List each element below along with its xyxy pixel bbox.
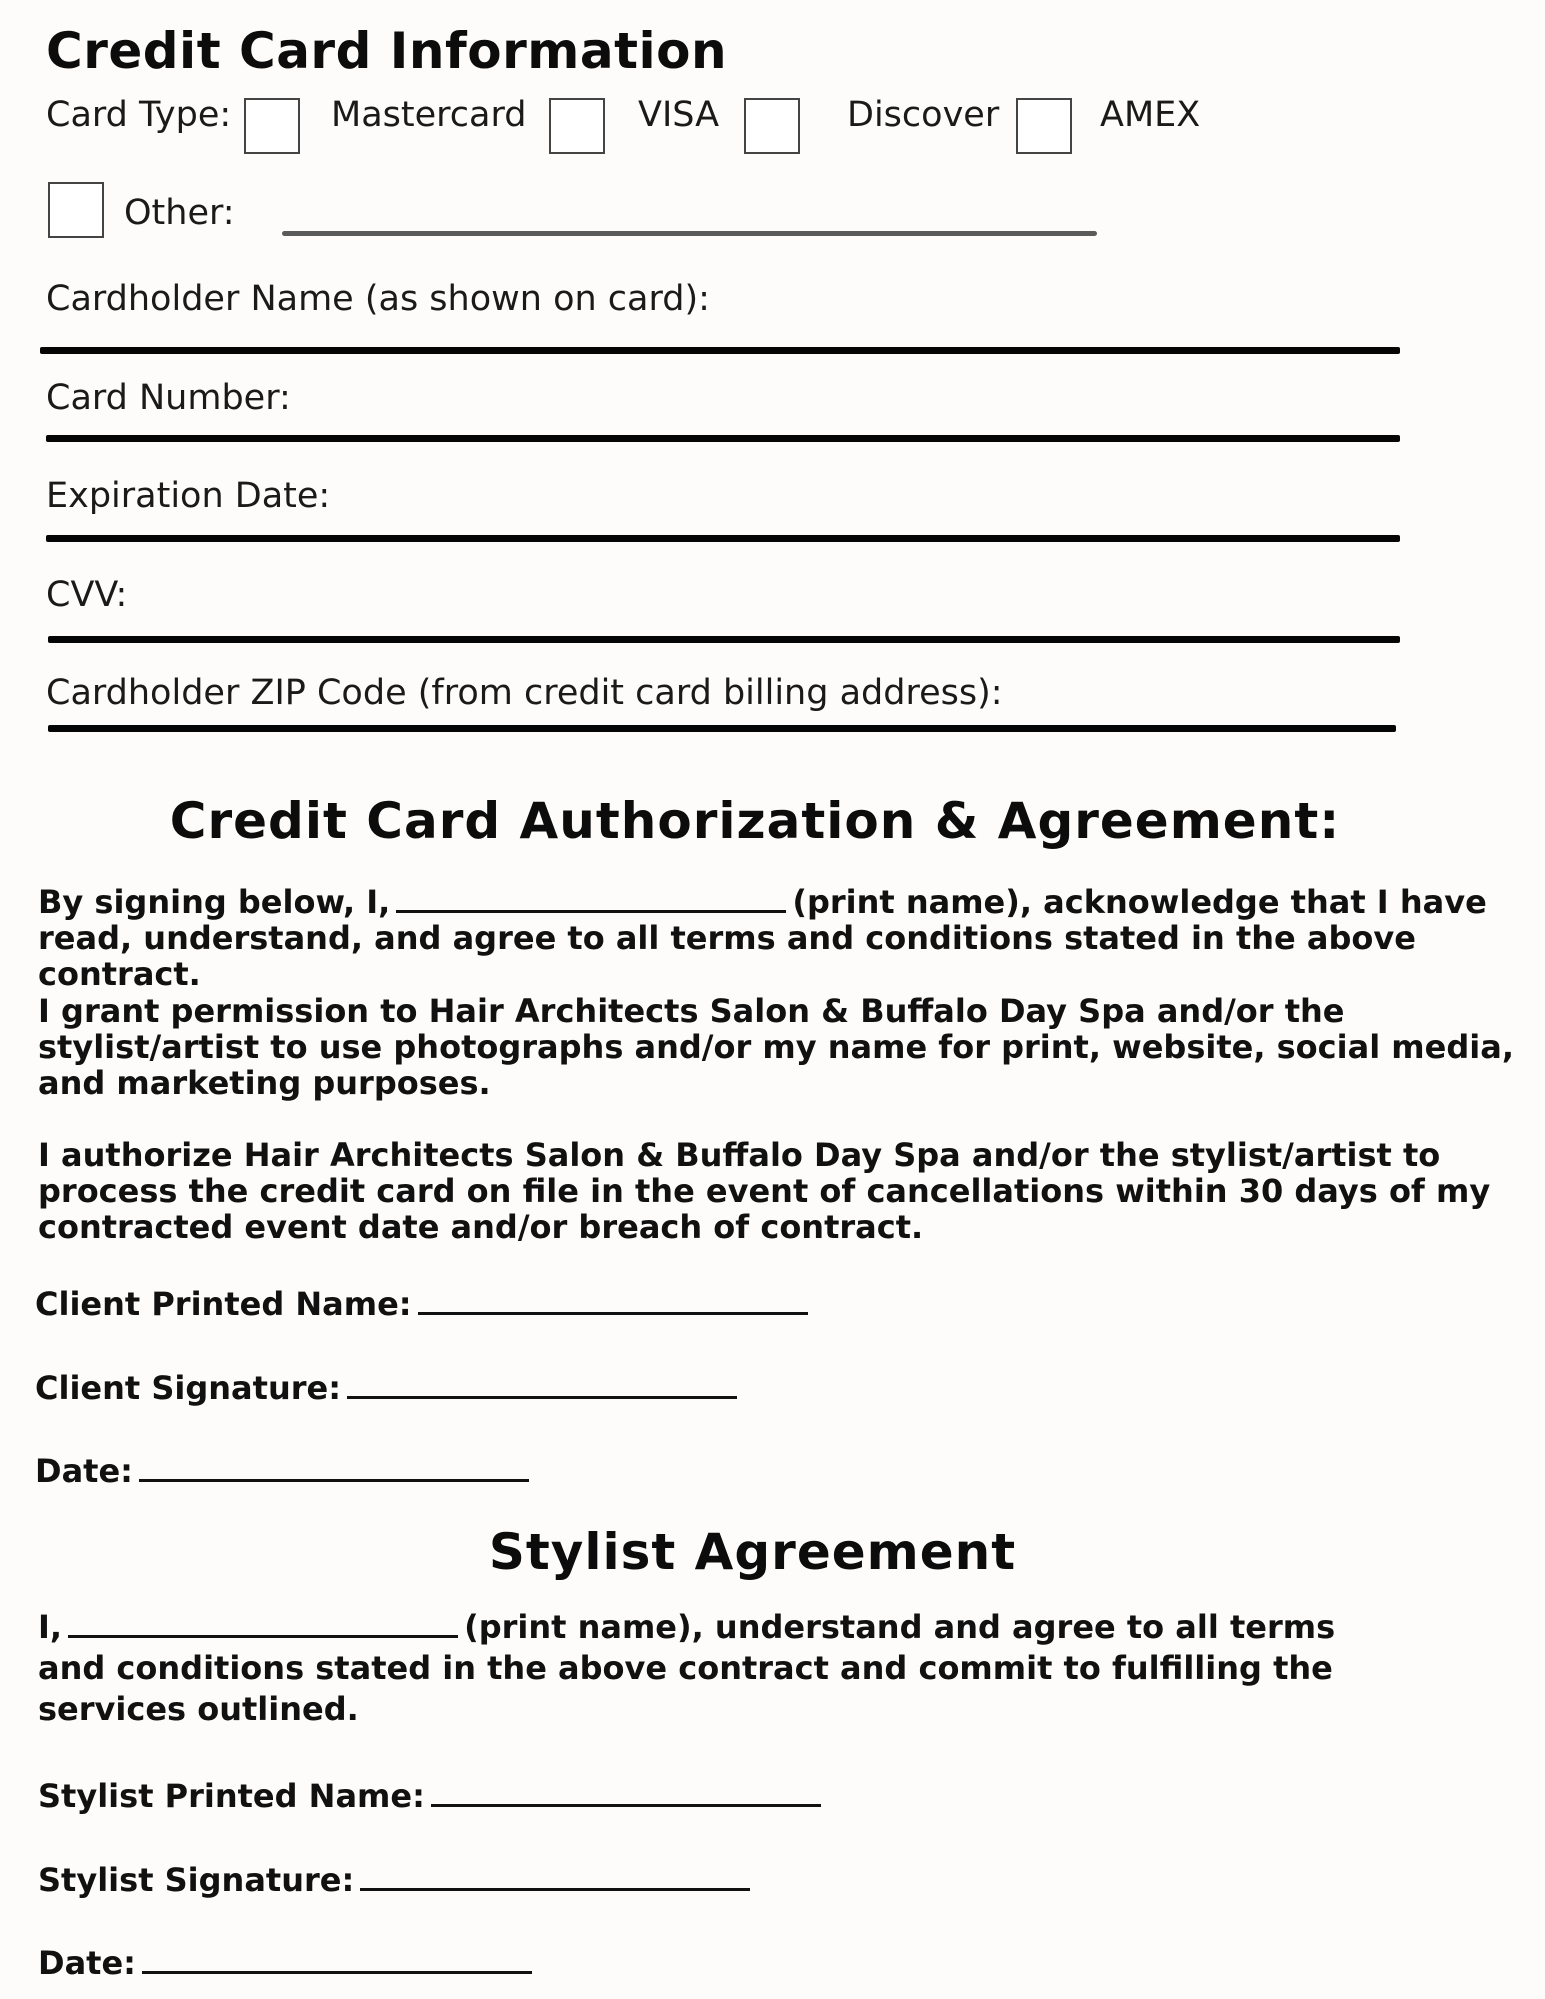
authorization-p1-after: (print name), acknowledge that I have read, understand, and agree to all terms and conditions stated in the above contract.: [38, 883, 1487, 993]
authorization-p1-before: By signing below, I,: [38, 883, 391, 921]
client-date-row: [35, 1451, 529, 1490]
stylist-print-name-blank[interactable]: [68, 1611, 458, 1638]
cvv-label: CVV:: [46, 575, 128, 615]
client-signature-blank[interactable]: [347, 1368, 737, 1399]
zip-code-line[interactable]: [48, 725, 1396, 732]
amex-checkbox[interactable]: [1016, 98, 1072, 154]
stylist-paragraph: [38, 1607, 1338, 1730]
stylist-date-blank[interactable]: [142, 1943, 532, 1974]
stylist-signature-blank[interactable]: [360, 1860, 750, 1891]
client-signature-label: Client Signature:: [35, 1369, 341, 1407]
other-checkbox[interactable]: [48, 182, 104, 238]
client-printed-name-row: [35, 1284, 808, 1323]
expiration-date-line[interactable]: [46, 535, 1400, 542]
authorization-heading: Credit Card Authorization & Agreement:: [169, 792, 1341, 850]
stylist-p-after: (print name), understand and agree to all terms and conditions stated in the above contract and commit to fulfilling the services outlined.: [38, 1608, 1336, 1728]
card-number-label: Card Number:: [46, 378, 291, 418]
client-date-label: Date:: [35, 1452, 133, 1490]
page-title: Credit Card Information: [46, 22, 728, 80]
discover-checkbox[interactable]: [744, 98, 800, 154]
amex-label: AMEX: [1100, 95, 1201, 135]
stylist-p-before: I,: [38, 1608, 63, 1646]
client-printed-name-label: Client Printed Name:: [35, 1285, 412, 1323]
discover-label: Discover: [847, 95, 1000, 135]
stylist-printed-name-label: Stylist Printed Name:: [38, 1777, 425, 1815]
cvv-line[interactable]: [48, 636, 1400, 643]
visa-label: VISA: [638, 95, 720, 135]
card-number-line[interactable]: [46, 435, 1400, 442]
card-type-label: Card Type:: [46, 95, 232, 135]
client-date-blank[interactable]: [139, 1451, 529, 1482]
stylist-printed-name-row: [38, 1776, 821, 1815]
other-input-line[interactable]: [282, 231, 1097, 236]
authorization-paragraph-3: I authorize Hair Architects Salon & Buffalo Day Spa and/or the stylist/artist to process the credit card on file in the event of cancellations within 30 days of my contracted event date and/or breach of contract.: [38, 1136, 1491, 1246]
other-label: Other:: [124, 193, 235, 233]
stylist-date-label: Date:: [38, 1944, 136, 1982]
stylist-signature-label: Stylist Signature:: [38, 1861, 355, 1899]
expiration-date-label: Expiration Date:: [46, 476, 331, 516]
cardholder-name-line[interactable]: [40, 347, 1400, 354]
stylist-signature-row: [38, 1860, 750, 1899]
mastercard-checkbox[interactable]: [244, 98, 300, 154]
client-printed-name-blank[interactable]: [418, 1284, 808, 1315]
cardholder-name-label: Cardholder Name (as shown on card):: [46, 279, 710, 319]
stylist-printed-name-blank[interactable]: [431, 1776, 821, 1807]
zip-code-label: Cardholder ZIP Code (from credit card billing address):: [46, 673, 1003, 713]
authorization-paragraph-2: I grant permission to Hair Architects Salon & Buffalo Day Spa and/or the stylist/artist to use photographs and/or my name for print, website, social media, and marketing purposes.: [38, 992, 1514, 1102]
visa-checkbox[interactable]: [549, 98, 605, 154]
stylist-agreement-heading: Stylist Agreement: [488, 1523, 1017, 1581]
stylist-date-row: [38, 1943, 532, 1982]
client-signature-row: [35, 1368, 737, 1407]
authorization-paragraph-1: [38, 884, 1518, 992]
print-name-blank[interactable]: [396, 886, 786, 913]
mastercard-label: Mastercard: [331, 95, 527, 135]
